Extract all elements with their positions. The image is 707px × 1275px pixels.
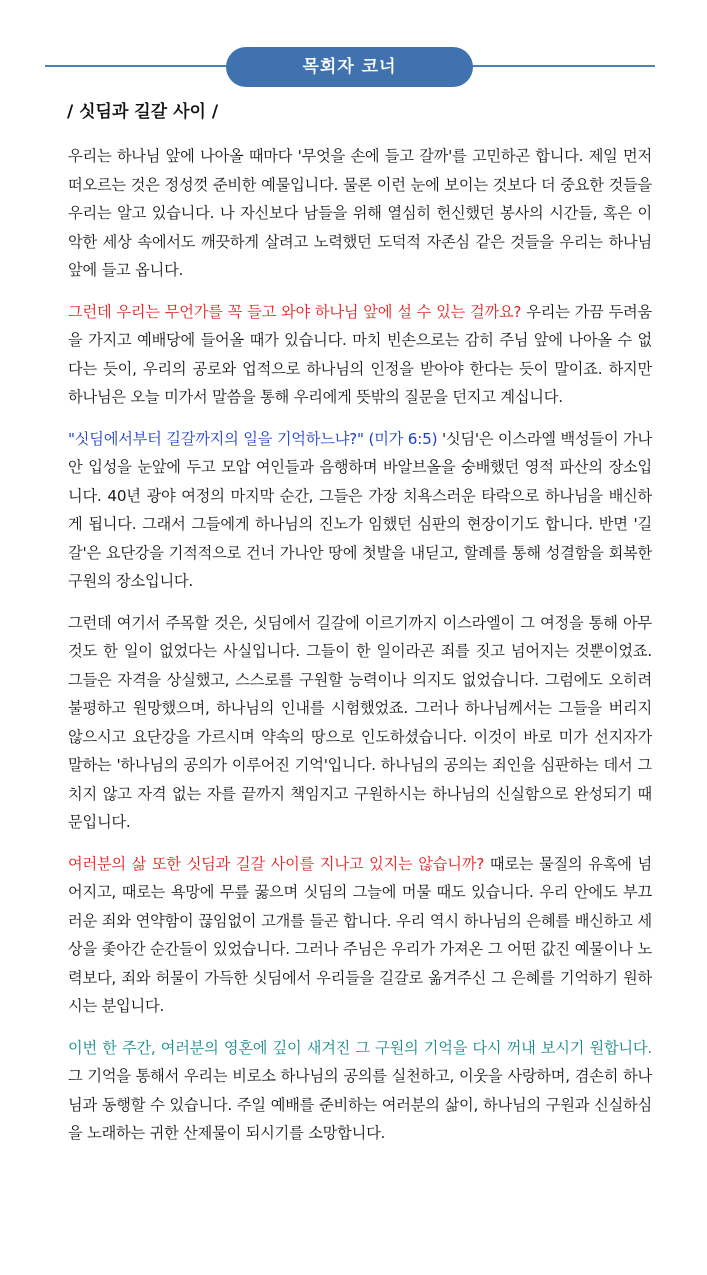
paragraph-3-text: '싯딤'은 이스라엘 백성들이 가나안 입성을 눈앞에 두고 모압 여인들과 음행하며 바알브올을 숭배했던 영적 파산의 장소입니다. 40년 광야 여정의 마지막 순간, 그들은 가장 치욕스러운 타락으로 하나님을 배신하게 됩니다. 그래서 그들에게 하나님의 진노가 임했던 심판의 현장이기도 합니다. 반면 '길갈'은 요단강을 기적적으로 건너 가나안 땅에 첫발을 내딛고, 할례를 통해 성결함을 회복한 구원의 장소입니다.: [68, 429, 652, 590]
paragraph-1-text: 우리는 하나님 앞에 나아올 때마다 '무엇을 손에 들고 갈까'를 고민하곤 합니다. 제일 먼저 떠오르는 것은 정성껏 준비한 예물입니다. 물론 이런 눈에 보이는 것보다 더 중요한 것들을 우리는 알고 있습니다. 나 자신보다 남들을 위해 열심히 헌신했던 봉사의 시간들, 혹은 이 악한 세상 속에서도 깨끗하게 살려고 노력했던 도덕적 자존심 같은 것들을 우리는 하나님 앞에 들고 옵니다.: [68, 147, 652, 279]
paragraph-5: [52, 850, 652, 1021]
paragraph-5-highlight: 여러분의 삶 또한 싯딤과 길갈 사이를 지나고 있지는 않습니까?: [68, 854, 485, 873]
paragraph-2-text: 우리는 가끔 두려움을 가지고 예배당에 들어올 때가 있습니다. 마치 빈손으로는 감히 주님 앞에 나아올 수 없다는 듯이, 우리의 공로와 업적으로 하나님의 인정을 받아야 한다는 듯이 말이죠. 하지만 하나님은 오늘 미가서 말씀을 통해 우리에게 뜻밖의 질문을 던지고 계십니다.: [68, 302, 652, 406]
section-header-badge: 목회자 코너: [226, 47, 473, 87]
paragraph-1: [52, 142, 652, 285]
paragraph-2: [52, 298, 652, 412]
paragraph-5-text: 때로는 물질의 유혹에 넘어지고, 때로는 욕망에 무릎 꿇으며 싯딤의 그늘에 머물 때도 있습니다. 우리 안에도 부끄러운 죄와 연약함이 끊임없이 고개를 들곤 합니다. 우리 역시 하나님의 은혜를 배신하고 세상을 좇아간 순간들이 있었습니다. 그러나 주님은 우리가 가져온 그 어떤 값진 예물이나 노력보다, 죄와 허물이 가득한 싯딤에서 우리들을 길갈로 옮겨주신 그 은혜를 기억하기 원하시는 분입니다.: [68, 854, 652, 1015]
paragraph-6: [52, 1034, 652, 1148]
paragraph-4-text: 그런데 여기서 주목할 것은, 싯딤에서 길갈에 이르기까지 이스라엘이 그 여정을 통해 아무것도 한 일이 없었다는 사실입니다. 그들이 한 일이라곤 죄를 짓고 넘어지는 것뿐이었죠. 그들은 자격을 상실했고, 스스로를 구원할 능력이나 의지도 없었습니다. 그럼에도 오히려 불평하고 원망했으며, 하나님의 인내를 시험했었죠. 그러나 하나님께서는 그들을 버리지 않으시고 요단강을 가르시며 약속의 땅으로 인도하셨습니다. 이것이 바로 미가 선지자가 말하는 '하나님의 공의가 이루어진 기억'입니다. 하나님의 공의는 죄인을 심판하는 데서 그치지 않고 자격 없는 자를 끝까지 책임지고 구원하시는 하나님의 신실함으로 완성되기 때문입니다.: [68, 613, 652, 831]
article-body: [52, 142, 652, 1161]
paragraph-6-text: 그 기억을 통해서 우리는 비로소 하나님의 공의를 실천하고, 이웃을 사랑하며, 겸손히 하나님과 동행할 수 있습니다. 주일 예배를 준비하는 여러분의 삶이, 하나님의 구원과 신실하심을 노래하는 귀한 산제물이 되시기를 소망합니다.: [68, 1067, 652, 1142]
paragraph-3: [52, 425, 652, 596]
paragraph-4: [52, 609, 652, 837]
article-title: / 싯딤과 길갈 사이 /: [67, 102, 219, 122]
paragraph-3-quote: "싯딤에서부터 길갈까지의 일을 기억하느냐?" (미가 6:5): [68, 429, 438, 448]
paragraph-6-highlight: 이번 한 주간, 여러분의 영혼에 깊이 새겨진 그 구원의 기억을 다시 꺼내 보시기 원합니다.: [68, 1038, 652, 1057]
paragraph-2-highlight: 그런데 우리는 무언가를 꼭 들고 와야 하나님 앞에 설 수 있는 걸까요?: [68, 302, 522, 321]
